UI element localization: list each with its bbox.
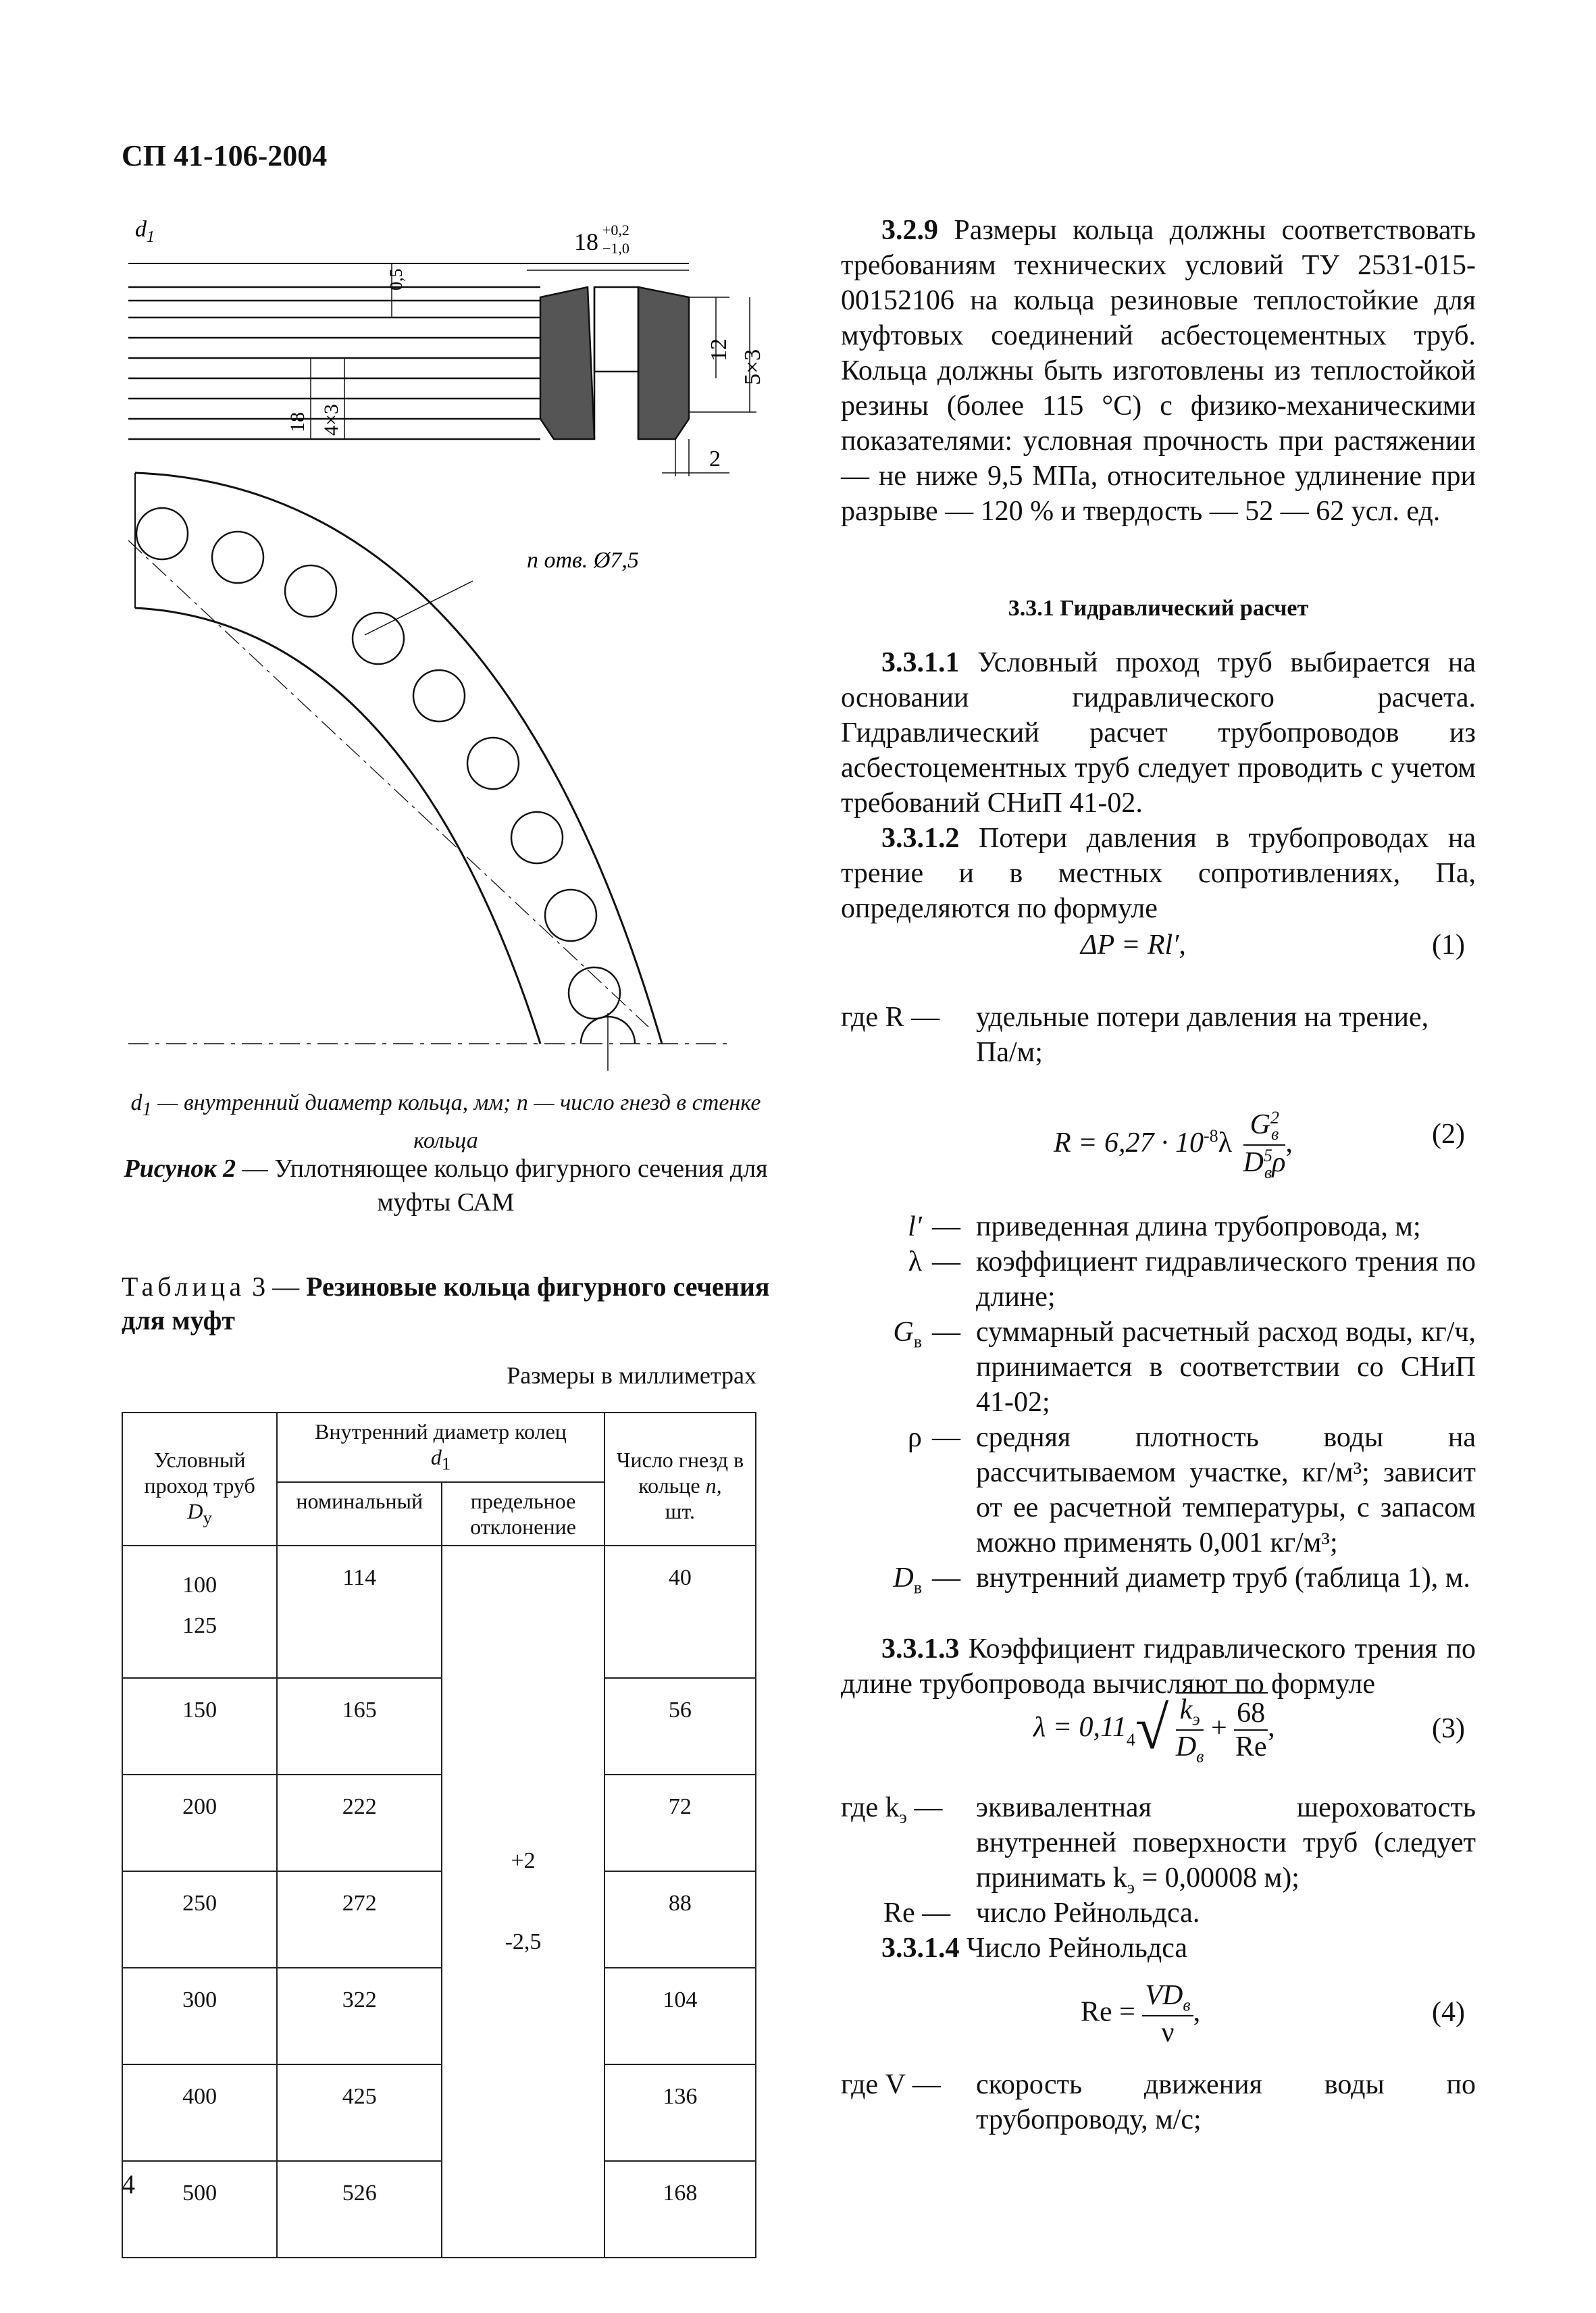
def-text: средняя плотность воды на рассчитываемом участке, кг/м³; зависит от ее расчетной температуры, с запасом можно применять 0,001 кг/м³; bbox=[976, 1422, 1476, 1558]
def-key: l′ bbox=[908, 1211, 922, 1242]
formula-4-number: (4) bbox=[1432, 1997, 1465, 2028]
fig-label-12: 12 bbox=[706, 338, 731, 361]
table-row: 250 272 88 bbox=[122, 1871, 756, 1968]
table-row: 150 165 56 bbox=[122, 1678, 756, 1775]
para-3-3-1-2: 3.3.1.2 Потери давления в трубопроводах на трение и в местных сопротивлениях, Па, определяются по формуле bbox=[841, 823, 1476, 924]
table-units: Размеры в миллиметрах bbox=[507, 1362, 756, 1389]
formula-3-number: (3) bbox=[1432, 1713, 1465, 1744]
table-row: 400 425 136 bbox=[122, 2064, 756, 2161]
th-d1: Внутренний диаметр колец $d_1$ bbox=[277, 1413, 604, 1482]
formula-3: $\lambda = 0,11_4√$ $k_э$ $D_в$ + $\frac{68}{Re}$ , bbox=[1033, 1692, 1275, 1767]
figure-legend: $d_1$ — внутренний диаметр кольца, мм; n — число гнезд в стенке кольца bbox=[130, 1090, 761, 1153]
where-ke-text: эквивалентная шероховатость внутренней поверхности труб (следует принимать $k_э = 0,00008$ м); bbox=[976, 1792, 1476, 1898]
formula-1-number: (1) bbox=[1432, 930, 1465, 961]
th-n: Число гнезд в кольце n, шт. bbox=[604, 1413, 756, 1546]
para-3-2-9: 3.2.9 Размеры кольца должны соответствовать требованиям технических условий ТУ 2531-015-00152106 на кольца резиновые теплостойкие для муфтовых соединений асбестоцементных труб. Кольца должны быть изготовлены из теплостойкой резины (более 115 °С) с физико-механическими показателями: условная прочность при растяжении — не ниже 9,5 МПа, относительное удлинение при разрыве — 120 % и твердость — 52 — 62 усл. ед. bbox=[841, 215, 1476, 527]
def-text: приведенная длина трубопровода, м; bbox=[976, 1211, 1421, 1242]
fig-label-05: 0,5 bbox=[386, 268, 406, 290]
formula-1: ΔP = Rl′, bbox=[1081, 930, 1186, 961]
re-text: число Рейнольдса. bbox=[976, 1898, 1200, 1929]
table-row: 100 125 114 +2 -2,5 40 bbox=[122, 1546, 756, 1678]
fig-label-2: 2 bbox=[709, 447, 721, 472]
th-tolerance: предельное отклонение bbox=[442, 1482, 604, 1546]
table-3 bbox=[122, 1412, 756, 2258]
formula-4: Re = $VD_в$ ν , bbox=[1081, 1980, 1201, 2049]
table-row: 300 322 104 bbox=[122, 1968, 756, 2064]
fig-label-holes: n отв. Ø7,5 bbox=[527, 548, 639, 573]
re-key: Re — bbox=[883, 1898, 951, 1929]
table-row: 200 222 72 bbox=[122, 1775, 756, 1871]
definitions-list: l′ — приведенная длина трубопровода, м; λ — коэффициент гидравлического трения по длине; $G_в$ — суммарный расчетный расход воды, кг/ч, принимается в соответствии со СНиП 41-02; ρ — средняя плотность воды на рассчитываемом участке, кг/м³; зависит от ее расчетной температуры, с запасом можно применять 0,001 кг/м³; $D_в$ — внутренний диаметр труб (таблица 1), м. bbox=[841, 1209, 1476, 1601]
figure-caption: Рисунок 2 — Уплотняющее кольцо фигурного сечения для муфты САМ bbox=[124, 1154, 768, 1217]
th-nominal: номинальный bbox=[277, 1482, 442, 1546]
where-R-key: где R — bbox=[841, 1002, 940, 1033]
formula-2-number: (2) bbox=[1432, 1119, 1465, 1150]
def-key: $D_в$ bbox=[893, 1562, 922, 1598]
def-key: λ bbox=[908, 1246, 922, 1277]
fig-label-18-tol-up: +0,2 bbox=[602, 222, 629, 238]
fig-label-18: 18 bbox=[574, 228, 598, 255]
page-header: СП 41-106-2004 bbox=[122, 139, 328, 172]
def-key: $G_в$ bbox=[893, 1317, 922, 1352]
fig-label-4x3: 4×3 bbox=[320, 404, 342, 436]
def-text: внутренний диаметр труб (таблица 1), м. bbox=[976, 1562, 1470, 1594]
para-3-3-1-3: 3.3.1.3 Коэффициент гидравлического трения по длине трубопровода вычисляют по формуле bbox=[841, 1633, 1476, 1700]
fig-label-18-left: 18 bbox=[286, 412, 309, 432]
def-key: ρ bbox=[908, 1422, 922, 1453]
table-row: 500 526 168 bbox=[122, 2161, 756, 2258]
th-dy: Условный проход труб $D_у$ bbox=[122, 1413, 277, 1546]
figure-ring-drawing bbox=[122, 216, 770, 1088]
page-number: 4 bbox=[122, 2169, 135, 2200]
table-title: Таблица 3 — Резиновые кольца фигурного сечения для муфт bbox=[122, 1271, 770, 1336]
fig-label-5x3: 5×3 bbox=[740, 349, 765, 385]
para-3-3-1-1: 3.3.1.1 Условный проход труб выбирается на основании гидравлического расчета. Гидравлический расчет трубопроводов из асбестоцементных труб следует проводить с учетом требований СНиП 41-02. bbox=[841, 647, 1476, 819]
def-text: суммарный расчетный расход воды, кг/ч, принимается в соответствии со СНиП 41-02; bbox=[976, 1317, 1476, 1418]
section-3-3-1: 3.3.1 Гидравлический расчет bbox=[1008, 596, 1309, 621]
para-3-3-1-4: 3.3.1.4 Число Рейнольдса bbox=[881, 1933, 1187, 1964]
where-ke-key: где $k_э$ — bbox=[841, 1792, 943, 1827]
where-V-key: где V — bbox=[841, 2069, 941, 2100]
formula-2: $R = 6,27 \cdot 10^{-8}\lambda$ $G^2_в$ $D^5_в\rho$ , bbox=[1054, 1108, 1293, 1182]
where-V-text: скорость движения воды по трубопроводу, м/с; bbox=[976, 2069, 1476, 2135]
def-text: коэффициент гидравлического трения по длине; bbox=[976, 1246, 1476, 1313]
fig-label-d1: $d_1$ bbox=[135, 217, 155, 246]
tolerance-cell: +2 -2,5 bbox=[442, 1546, 604, 2258]
fig-label-18-tol-dn: −1,0 bbox=[602, 240, 629, 257]
where-R-text: удельные потери давления на трение, Па/м; bbox=[976, 1002, 1429, 1068]
